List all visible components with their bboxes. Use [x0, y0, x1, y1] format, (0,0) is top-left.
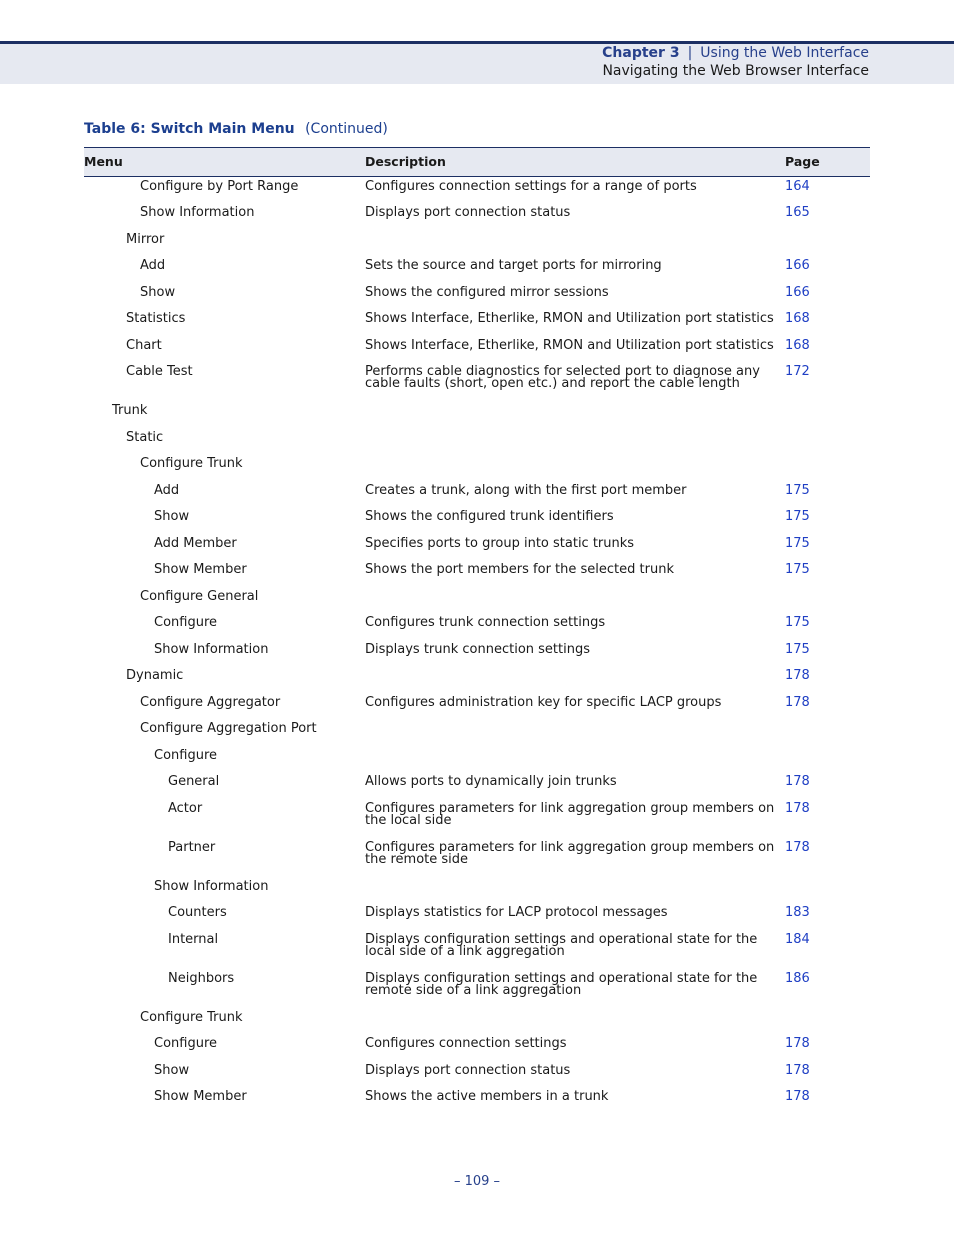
- menu-cell: Show Information: [154, 642, 269, 657]
- page-link[interactable]: 183: [785, 905, 810, 920]
- menu-cell: General: [168, 774, 220, 789]
- menu-cell: Show Information: [140, 205, 255, 220]
- page-link[interactable]: 168: [785, 311, 810, 326]
- menu-cell: Chart: [126, 338, 162, 353]
- column-header-menu: Menu: [84, 154, 123, 169]
- description-cell: Configures administration key for specific LACP groups: [365, 695, 722, 710]
- page-link[interactable]: 178: [785, 695, 810, 710]
- description-cell: Displays configuration settings and operational state for the local side of a link aggregation: [365, 932, 758, 959]
- page-link[interactable]: 175: [785, 536, 810, 551]
- menu-cell: Configure Aggregation Port: [140, 721, 317, 736]
- description-cell: Shows the configured trunk identifiers: [365, 509, 614, 524]
- page-link[interactable]: 178: [785, 1063, 810, 1078]
- page-link[interactable]: 172: [785, 364, 810, 379]
- page-link[interactable]: 178: [785, 840, 810, 855]
- description-cell: Displays port connection status: [365, 1063, 571, 1078]
- header-separator: |: [687, 45, 693, 61]
- page-link[interactable]: 175: [785, 615, 810, 630]
- menu-cell: Show: [140, 285, 176, 300]
- page-link[interactable]: 186: [785, 971, 810, 986]
- menu-cell: Show Member: [154, 1089, 247, 1104]
- menu-cell: Partner: [168, 840, 216, 855]
- page-link[interactable]: 175: [785, 483, 810, 498]
- menu-cell: Configure Trunk: [140, 456, 243, 471]
- menu-cell: Show: [154, 509, 190, 524]
- description-cell: Specifies ports to group into static trunks: [365, 536, 635, 551]
- page-number: – 109 –: [453, 1174, 501, 1189]
- menu-cell: Configure: [154, 1036, 218, 1051]
- table-continued: (Continued): [305, 121, 388, 137]
- description-cell: Configures connection settings: [365, 1036, 567, 1051]
- description-cell: Configures parameters for link aggregation group members on the remote side: [365, 840, 775, 867]
- page-link[interactable]: 175: [785, 562, 810, 577]
- menu-cell: Cable Test: [126, 364, 193, 379]
- menu-cell: Neighbors: [168, 971, 235, 986]
- description-cell: Shows Interface, Etherlike, RMON and Utilization port statistics: [365, 311, 774, 326]
- description-cell: Allows ports to dynamically join trunks: [365, 774, 617, 789]
- menu-cell: Configure General: [140, 589, 259, 604]
- page-link[interactable]: 178: [785, 774, 810, 789]
- menu-cell: Actor: [168, 801, 203, 816]
- section-title: Navigating the Web Browser Interface: [602, 63, 869, 79]
- page-link[interactable]: 168: [785, 338, 810, 353]
- menu-cell: Add: [154, 483, 180, 498]
- page-link[interactable]: 178: [785, 1089, 810, 1104]
- menu-cell: Dynamic: [126, 668, 184, 683]
- page-link[interactable]: 166: [785, 285, 810, 300]
- description-cell: Shows the configured mirror sessions: [365, 285, 609, 300]
- description-cell: Sets the source and target ports for mirroring: [365, 258, 662, 273]
- description-cell: Configures connection settings for a range of ports: [365, 179, 697, 194]
- menu-cell: Show Member: [154, 562, 247, 577]
- menu-cell: Configure Aggregator: [140, 695, 281, 710]
- table-title: [84, 121, 388, 137]
- page-link[interactable]: 175: [785, 509, 810, 524]
- page-link[interactable]: 166: [785, 258, 810, 273]
- menu-cell: Static: [126, 430, 164, 445]
- description-cell: Configures trunk connection settings: [365, 615, 606, 630]
- menu-cell: Internal: [168, 932, 219, 947]
- menu-cell: Statistics: [126, 311, 186, 326]
- menu-cell: Configure by Port Range: [140, 179, 299, 194]
- description-cell: Displays port connection status: [365, 205, 571, 220]
- description-cell: Displays trunk connection settings: [365, 642, 591, 657]
- description-cell: Displays statistics for LACP protocol messages: [365, 905, 668, 920]
- table-header: [84, 147, 870, 177]
- page-link[interactable]: 178: [785, 801, 810, 816]
- description-cell: Performs cable diagnostics for selected port to diagnose any cable faults (short, open etc.) and report the cable length: [365, 364, 760, 391]
- menu-cell: Mirror: [126, 232, 165, 247]
- description-cell: Creates a trunk, along with the first port member: [365, 483, 687, 498]
- description-cell: Displays configuration settings and operational state for the remote side of a link aggregation: [365, 971, 758, 998]
- description-cell: Configures parameters for link aggregation group members on the local side: [365, 801, 775, 828]
- page-link[interactable]: 165: [785, 205, 810, 220]
- menu-cell: Trunk: [112, 403, 148, 418]
- menu-cell: Configure: [154, 748, 218, 763]
- menu-cell: Configure Trunk: [140, 1010, 243, 1025]
- page-link[interactable]: 178: [785, 668, 810, 683]
- description-cell: Shows Interface, Etherlike, RMON and Utilization port statistics: [365, 338, 774, 353]
- description-cell: Shows the port members for the selected trunk: [365, 562, 674, 577]
- menu-cell: Counters: [168, 905, 227, 920]
- chapter-heading: [602, 45, 869, 62]
- menu-cell: Configure: [154, 615, 218, 630]
- menu-cell: Add: [140, 258, 166, 273]
- page-link[interactable]: 178: [785, 1036, 810, 1051]
- page-link[interactable]: 184: [785, 932, 810, 947]
- chapter-title: Using the Web Interface: [700, 45, 869, 61]
- page-link[interactable]: 175: [785, 642, 810, 657]
- table-caption: Table 6: Switch Main Menu: [84, 121, 295, 137]
- page-link[interactable]: 164: [785, 179, 810, 194]
- column-header-description: Description: [365, 154, 446, 169]
- menu-cell: Add Member: [154, 536, 237, 551]
- description-cell: Shows the active members in a trunk: [365, 1089, 609, 1104]
- column-header-page: Page: [785, 154, 820, 169]
- chapter-label: Chapter 3: [602, 45, 680, 61]
- menu-cell: Show: [154, 1063, 190, 1078]
- menu-cell: Show Information: [154, 879, 269, 894]
